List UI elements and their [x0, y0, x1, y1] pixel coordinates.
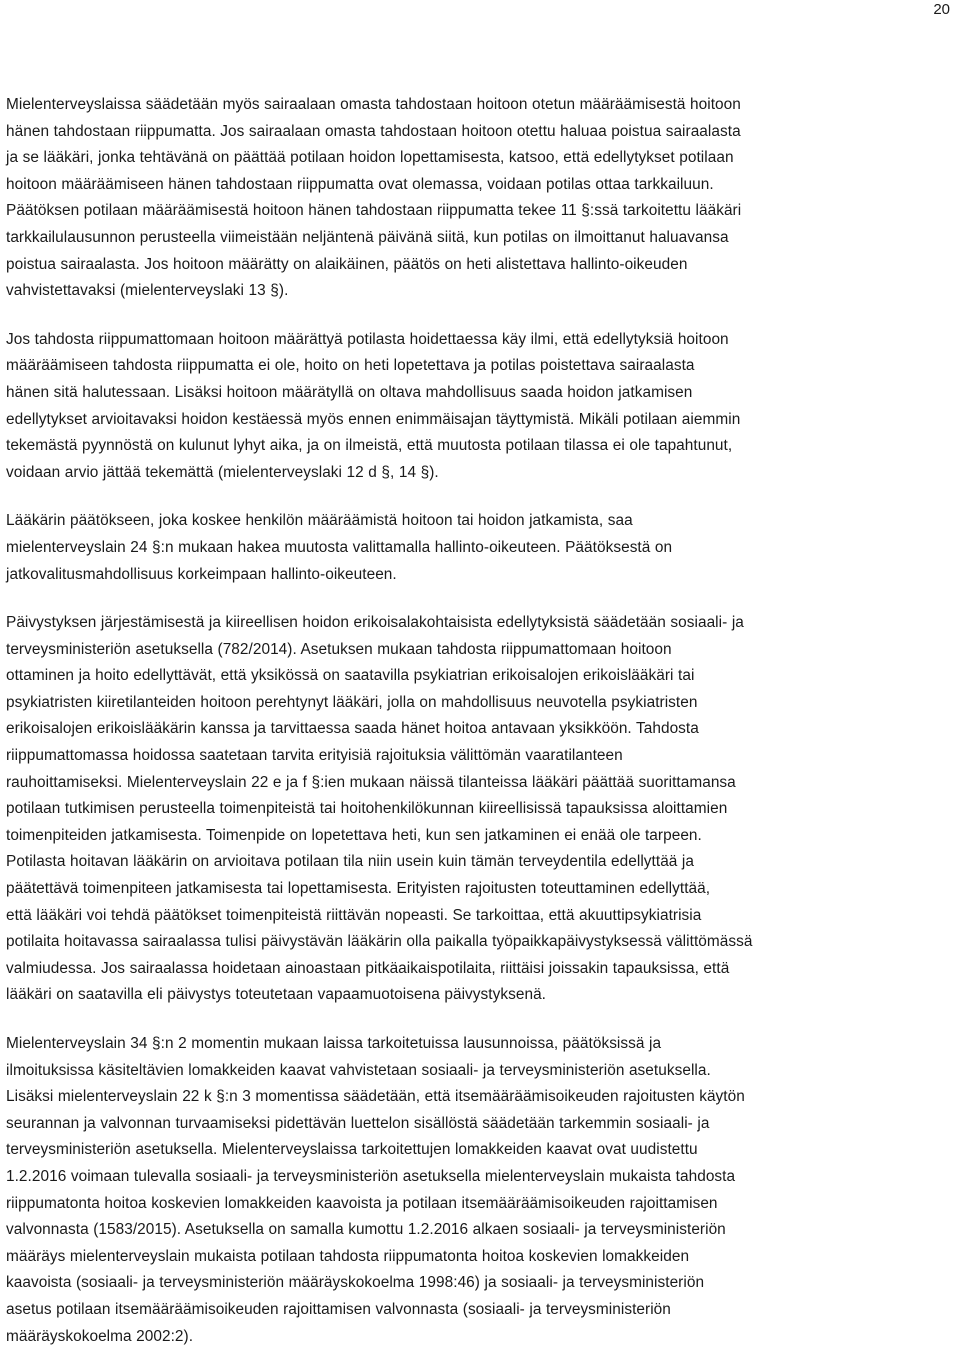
text-line: että lääkäri voi tehdä päätökset toimenpiteistä riittävän nopeasti. Se tarkoittaa, että akuuttipsykiatrisia — [6, 906, 702, 924]
text-line: riippumattomassa hoidossa saatetaan tarvita erityisiä rajoituksia välittömän vaaratilanteen — [6, 747, 623, 765]
text-line: päätettävä toimenpiteen jatkamisesta tai lopettamisesta. Erityisten rajoitusten toteuttaminen edellyttää, — [6, 880, 711, 898]
text-line: Lisäksi mielenterveyslain 22 k §:n 3 momentissa säädetään, että itsemääräämisoikeuden rajoitusten käytön — [6, 1088, 745, 1106]
text-line: hänen tahdostaan riippumatta. Jos sairaalaan omasta tahdostaan hoitoon otettu haluaa poistua sairaalasta — [6, 122, 741, 140]
text-line: voidaan arvio jättää tekemättä (mielenterveyslaki 12 d §, 14 §). — [6, 463, 439, 481]
text-line: potilaita hoitavassa sairaalassa tulisi päivystävän lääkärin olla paikalla työpaikkapäivystyksessä välittömässä — [6, 933, 753, 951]
text-line: tarkkailulausunnon perusteella viimeistään neljäntenä päivänä siitä, kun potilas on ilmoittanut haluavansa — [6, 228, 729, 246]
text-line: terveysministeriön asetuksella (782/2014). Asetuksen mukaan tahdosta riippumattomaan hoitoon — [6, 640, 672, 658]
text-line: Mielenterveyslain 34 §:n 2 momentin mukaan laissa tarkoitetuissa lausunnoissa, päätöksissä ja — [6, 1035, 662, 1052]
text-line: määräyskokoelma 2002:2). — [6, 1327, 194, 1345]
text-line: 1.2.2016 voimaan tulevalla sosiaali- ja terveysministeriön asetuksella mielenterveyslain mukaista tahdosta — [6, 1167, 736, 1185]
text-line: kaavoista (sosiaali- ja terveysministeriön määräyskokoelma 1998:46) ja sosiaali- ja terveysministeriön — [6, 1274, 705, 1292]
text-line: Päivystyksen järjestämisestä ja kiireellisen hoidon erikoisalakohtaisista edellytyksistä säädetään sosiaali- ja — [6, 614, 744, 632]
text-line: Päätöksen potilaan määräämisestä hoitoon hänen tahdostaan riippumatta tekee 11 §:ssä tarkoitettu lääkäri — [6, 202, 742, 220]
text-line: määräys mielenterveyslain mukaista potilaan tahdosta riippumatonta hoitoa koskevien lomakkeiden — [6, 1247, 690, 1265]
text-line: psykiatristen kiiretilanteiden hoitoon perehtynyt lääkäri, jolla on mahdollisuus neuvotella psykiatristen — [6, 693, 698, 711]
text-line: lääkäri on saatavilla eli päivystys toteutetaan vapaamuotoisena päivystyksenä. — [6, 986, 547, 1004]
paragraph — [6, 1031, 952, 1350]
paragraph — [6, 508, 952, 588]
text-line: asetus potilaan itsemääräämisoikeuden rajoittamisen valvonnasta (sosiaali- ja terveysministeriön — [6, 1300, 671, 1318]
text-line: seurannan ja valvonnan turvaamiseksi pidettävän luettelon sisällöstä säädetään tarkemmin sosiaali- ja — [6, 1114, 710, 1132]
text-line: rauhoittamiseksi. Mielenterveyslain 22 e ja f §:ien mukaan näissä tilanteissa lääkäri päättää suorittamansa — [6, 773, 736, 791]
text-line: hoitoon määräämiseen hänen tahdostaan riippumatta ovat olemassa, voidaan potilas ottaa tarkkailuun. — [6, 175, 714, 193]
text-line: erikoisalojen erikoislääkärin kanssa ja tarvittaessa saada hänet hoitoa antavaan yksikköön. Tahdosta — [6, 720, 699, 738]
text-line: tekemästä pyynnöstä on kulunut lyhyt aika, ja on ilmeistä, että muutosta potilaan tilassa ei ole tapahtunut, — [6, 437, 733, 455]
text-line: valvonnasta (1583/2015). Asetuksella on samalla kumottu 1.2.2016 alkaen sosiaali- ja terveysministeriön — [6, 1221, 726, 1239]
text-line: riippumatonta hoitoa koskevien lomakkeiden kaavoista ja potilaan itsemääräämisoikeuden rajoittamisen — [6, 1194, 718, 1212]
text-line: poistua sairaalasta. Jos hoitoon määrätty on alaikäinen, päätös on heti alistettava hallinto-oikeuden — [6, 255, 688, 273]
paragraph — [6, 610, 952, 1009]
text-line: Lääkärin päätökseen, joka koskee henkilön määräämistä hoitoon tai hoidon jatkamista, saa — [6, 512, 633, 530]
text-line: määräämiseen tahdosta riippumatta ei ole, hoito on heti lopetettava ja potilas poistettava sairaalasta — [6, 357, 695, 375]
text-line: Jos tahdosta riippumattomaan hoitoon määrättyä potilasta hoidettaessa käy ilmi, että edellytyksiä hoitoon — [6, 330, 729, 348]
text-line: ottaminen ja hoito edellyttävät, että yksikössä on saatavilla psykiatrian erikoisalojen erikoislääkäri tai — [6, 667, 695, 685]
text-line: ja se lääkäri, jonka tehtävänä on päättää potilaan hoidon lopettamisesta, katsoo, että edellytykset potilaan — [6, 149, 734, 167]
text-line: potilaan tutkimisen perusteella toimenpiteistä tai hoitohenkilökunnan kiireellisissä tapauksissa aloittamien — [6, 800, 728, 818]
paragraph — [6, 92, 952, 305]
text-line: vahvistettavaksi (mielenterveyslaki 13 §). — [6, 282, 289, 300]
paragraph — [6, 327, 952, 487]
text-line: Mielenterveyslaissa säädetään myös sairaalaan omasta tahdostaan hoitoon otetun määräämisestä hoitoon — [6, 96, 741, 113]
text-line: terveysministeriön asetuksella. Mielenterveyslaissa tarkoitettujen lomakkeiden kaavat ovat uudistettu — [6, 1141, 698, 1159]
text-line: Potilasta hoitavan lääkärin on arvioitava potilaan tila niin usein kuin tämän terveydentila edellyttää ja — [6, 853, 695, 871]
page-number: 20 — [933, 1, 950, 18]
text-line: valmiudessa. Jos sairaalassa hoidetaan ainoastaan pitkäaikaispotilaita, riittäisi joissakin tapauksissa, että — [6, 959, 730, 977]
text-line: edellytykset arvioitavaksi hoidon kestäessä myös ennen enimmäisajan täyttymistä. Mikäli potilaan aiemmin — [6, 410, 741, 428]
text-line: ilmoituksissa käsiteltävien lomakkeiden kaavat vahvistetaan sosiaali- ja terveysministeriön asetuksella. — [6, 1061, 711, 1079]
text-line: toimenpiteiden jatkamisesta. Toimenpide on lopetettava heti, kun sen jatkaminen ei enää ole tarpeen. — [6, 826, 702, 844]
document-body — [6, 92, 952, 1350]
text-line: hänen sitä halutessaan. Lisäksi hoitoon määrätyllä on oltava mahdollisuus saada hoidon jatkamisen — [6, 383, 693, 401]
text-line: mielenterveyslain 24 §:n mukaan hakea muutosta valittamalla hallinto-oikeuteen. Päätöksestä on — [6, 538, 673, 556]
text-line: jatkovalitusmahdollisuus korkeimpaan hallinto-oikeuteen. — [6, 565, 397, 583]
